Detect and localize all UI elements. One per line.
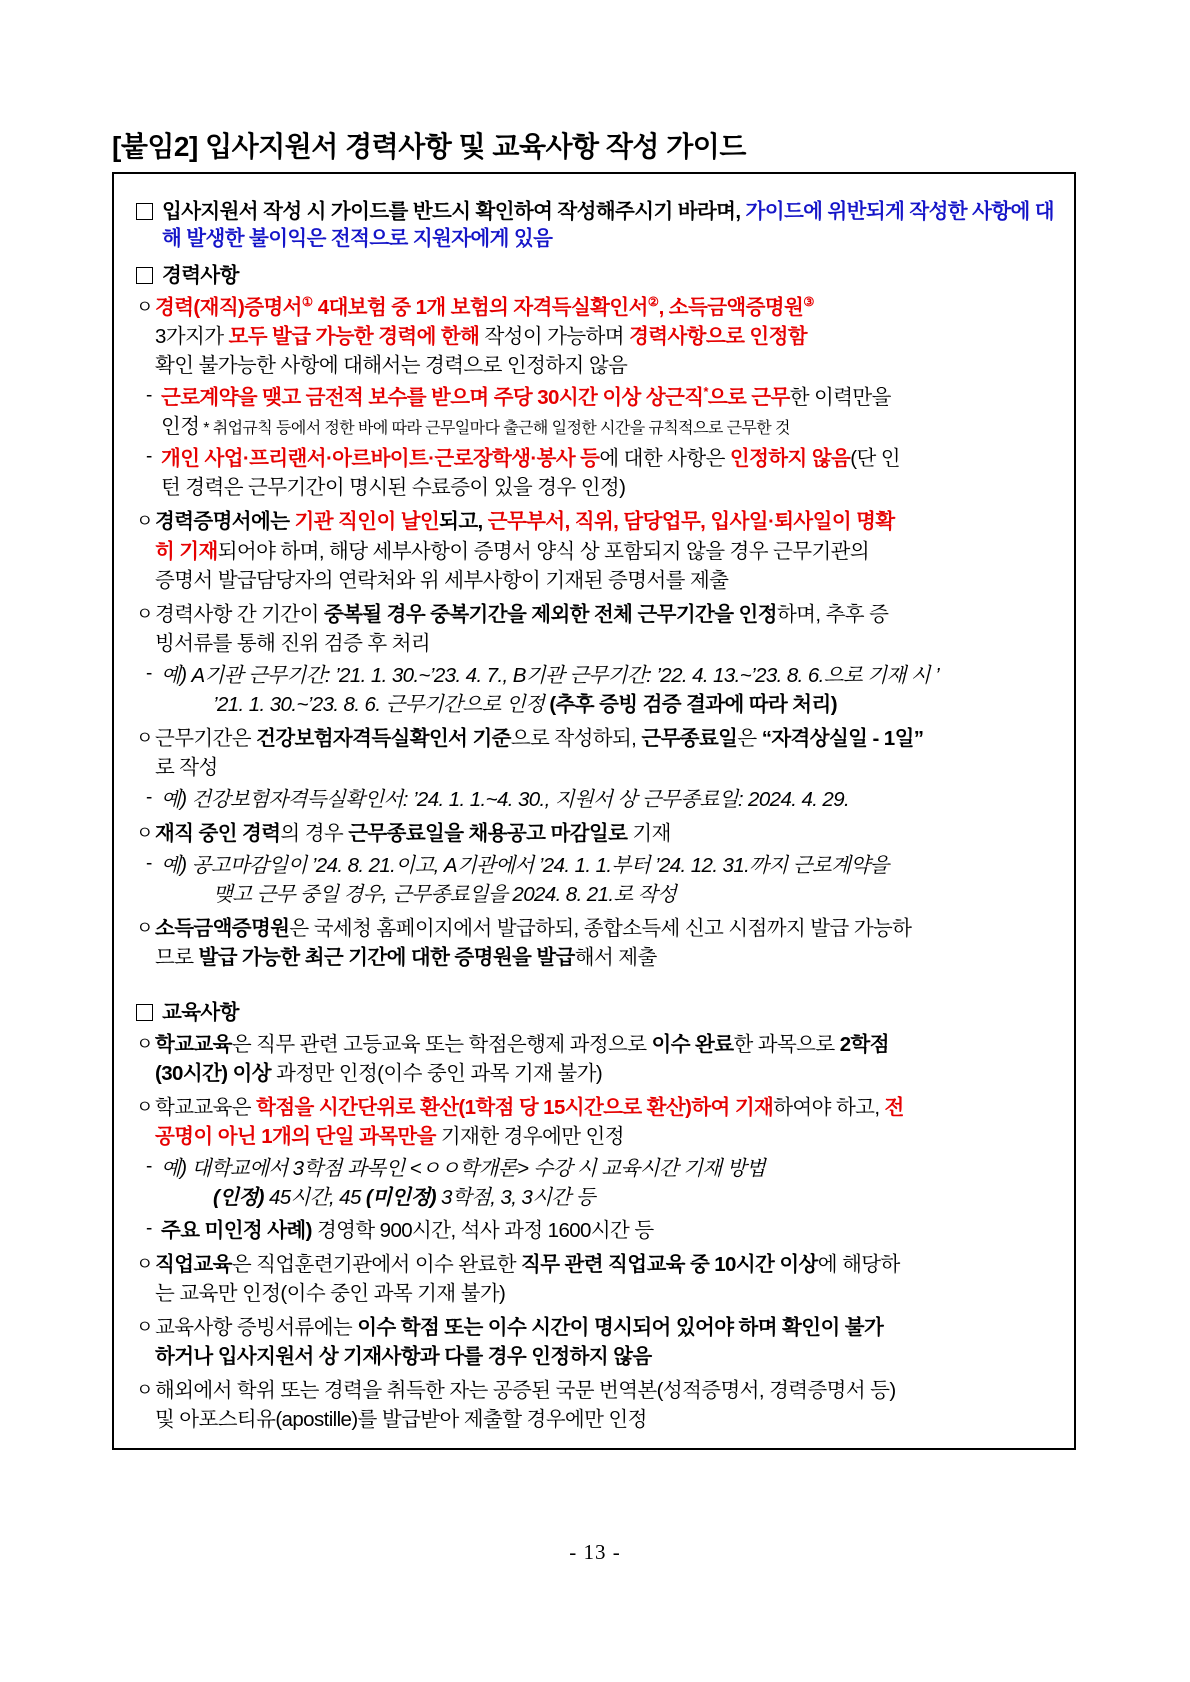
- sub-bullet-item: [136, 852, 1060, 910]
- text-run: 2학점: [839, 1033, 889, 1057]
- text-run: 은 직무 관련 고등교육 또는 학점은행제 과정으로: [231, 1033, 652, 1057]
- text-run: 으로 작성하되,: [510, 726, 642, 750]
- text-run: 45시간, 45: [263, 1186, 366, 1210]
- text-run: (단 인: [850, 447, 900, 471]
- text-run: 전: [884, 1096, 904, 1120]
- text-run: 에 대한 사항은: [599, 447, 730, 471]
- text-run: 맺고 근무 중일 경우, 근무종료일을 2024. 8. 21.로 작성: [213, 883, 677, 907]
- text-run: 예) 건강보험자격득실확인서: ’24. 1. 1.~4. 30., 지원서 상 근무종료일: 2024. 4. 29.: [161, 787, 850, 811]
- checkbox-icon: [136, 267, 153, 284]
- circle-bullet-icon: ㅇ: [136, 297, 153, 318]
- bullet-item: [136, 820, 1060, 849]
- text-run: 모두 발급 가능한 경력에 한해: [228, 325, 480, 349]
- text-line: [161, 384, 1060, 411]
- text-run: 인정하지 않음: [729, 447, 851, 471]
- career-heading: 경력사항: [162, 264, 239, 288]
- bullet-item: [136, 601, 1060, 659]
- sub-bullet-item: [136, 662, 1060, 720]
- bullet-item-text: [155, 1094, 1060, 1152]
- text-line: [155, 1406, 1060, 1433]
- bullet-item-text: [155, 601, 1060, 659]
- text-run: 증명서 발급담당자의 연락처와 위 세부사항이 기재된 증명서를 제출: [155, 568, 729, 592]
- text-run: 기재: [627, 821, 671, 845]
- guide-box: [112, 172, 1076, 1450]
- bullet-item-text: [155, 508, 1060, 595]
- text-line: [155, 1377, 1060, 1404]
- text-run: 에 해당하: [817, 1252, 900, 1276]
- bullet-item: [136, 725, 1060, 783]
- text-run: 근로계약을 맺고 금전적 보수를 받으며 주당 30시간 이상 상근직: [161, 386, 704, 410]
- text-run: 은 국세청 홈페이지에서 발급하되, 종합소득세 신고 시점까지 발급 가능하: [289, 917, 912, 941]
- text-line: [155, 944, 1060, 971]
- circle-bullet-icon: ㅇ: [136, 1379, 153, 1400]
- page-number: - 13 -: [569, 1540, 621, 1564]
- text-run: 빙서류를 통해 진위 검증 후 처리: [155, 631, 431, 655]
- text-run: ①: [301, 294, 313, 310]
- bullet-item-text: [155, 1031, 1060, 1089]
- text-run: 의 경우: [280, 821, 349, 845]
- intro-label: 입사지원서 작성 시 가이드를 반드시 확인하여 작성해주시기 바라며,: [162, 200, 746, 223]
- text-run: 작성이 가능하며: [479, 325, 630, 349]
- text-line: [155, 1060, 1060, 1087]
- text-line: [155, 1343, 1060, 1370]
- text-run: * 취업규칙 등에서 정한 바에 따라 근무일마다 출근해 일정한 시간을 규칙적으로 근무한 것: [199, 420, 790, 438]
- text-run: (인정): [213, 1186, 264, 1210]
- section-divider: [136, 973, 1060, 989]
- text-line: [161, 852, 1060, 879]
- text-line: [155, 915, 1060, 942]
- text-line: [155, 820, 1060, 847]
- text-line: [155, 1094, 1060, 1121]
- text-line: [155, 294, 1060, 321]
- text-run: 되고,: [439, 510, 488, 534]
- text-run: 과정만 인정(이수 중인 과목 기재 불가): [270, 1062, 603, 1086]
- text-run: 한 과목으로: [733, 1033, 840, 1057]
- bullet-item: [136, 1251, 1060, 1309]
- text-run: 므로: [155, 946, 199, 970]
- text-run: 이수 학점 또는 이수 시간이 명시되어 있어야 하며 확인이 불가: [357, 1315, 884, 1339]
- text-line: [155, 1251, 1060, 1278]
- text-run: 예) 대학교에서 3학점 과목인 <ㅇㅇ학개론> 수강 시 교육시간 기재 방법: [161, 1157, 766, 1181]
- text-line: [155, 725, 1060, 752]
- text-line: [161, 662, 1060, 689]
- bullet-item: [136, 1031, 1060, 1089]
- text-run: , 소득금액증명원: [658, 296, 804, 320]
- bullet-item-text: [155, 1377, 1060, 1435]
- sub-bullet-text: [161, 384, 1060, 442]
- text-run: 3학점, 3, 3시간 등: [435, 1186, 595, 1210]
- text-run: 4대보험 중 1개 보험의 자격득실확인서: [312, 296, 648, 320]
- intro-checkbox-row: [136, 198, 1060, 252]
- text-line: [155, 754, 1060, 781]
- text-run: 건강보험자격득실확인서 기준: [256, 726, 511, 750]
- text-run: 하여야 하고,: [773, 1096, 885, 1120]
- text-run: 경력사항 간 기간이: [155, 602, 324, 626]
- text-line: [161, 445, 1060, 472]
- text-line: [155, 1314, 1060, 1341]
- bullet-item-text: [155, 1314, 1060, 1372]
- circle-bullet-icon: ㅇ: [136, 1097, 153, 1118]
- sub-bullet-item: [136, 1217, 1060, 1246]
- circle-bullet-icon: ㅇ: [136, 511, 153, 532]
- text-line: [155, 567, 1060, 594]
- text-line: [155, 538, 1060, 565]
- bullet-item: [136, 1094, 1060, 1152]
- text-run: ②: [647, 294, 659, 310]
- text-line: [155, 508, 1060, 535]
- text-run: 및 아포스티유(apostille)를 발급받아 제출할 경우에만 인정: [155, 1407, 647, 1431]
- circle-bullet-icon: ㅇ: [136, 918, 153, 939]
- text-line: [161, 413, 1060, 440]
- bullet-item-text: [155, 294, 1060, 381]
- text-run: 확인 불가능한 사항에 대해서는 경력으로 인정하지 않음: [155, 354, 628, 378]
- text-run: “자격상실일 - 1일”: [761, 726, 924, 750]
- text-run: 근무기간은: [155, 726, 257, 750]
- text-run: 해서 제출: [574, 946, 657, 970]
- text-run: 은 직업훈련기관에서 이수 완료한: [231, 1252, 522, 1276]
- bullet-item: [136, 915, 1060, 973]
- text-run: 근무종료일을 채용공고 마감일로: [348, 821, 628, 845]
- page-title: [붙임2] 입사지원서 경력사항 및 교육사항 작성 가이드: [112, 131, 746, 162]
- text-run: 턴 경력은 근무기간이 명시된 수료증이 있을 경우 인정): [161, 476, 626, 500]
- text-line: [161, 474, 1060, 501]
- bullet-item-text: [155, 1251, 1060, 1309]
- text-run: 기재한 경우에만 인정: [435, 1125, 624, 1149]
- text-run: 경력(재직)증명서: [155, 296, 302, 320]
- text-run: 발급 가능한 최근 기간에 대한 증명원을 발급: [198, 946, 575, 970]
- sub-bullet-item: [136, 786, 1060, 815]
- text-run: 직무 관련 직업교육 중 10시간 이상: [521, 1252, 818, 1276]
- text-run: 근무부서, 직위, 담당업무, 입사일·퇴사일이 명확: [487, 510, 895, 534]
- circle-bullet-icon: ㅇ: [136, 1316, 153, 1337]
- text-run: 기관 직인이 날인: [294, 510, 440, 534]
- text-run: 교육사항 증빙서류에는: [155, 1315, 358, 1339]
- text-run: 예) 공고마감일이 ’24. 8. 21.이고, A기관에서 ’24. 1. 1.부터 ’24. 12. 31.까지 근로계약을: [161, 853, 889, 877]
- text-run: 경력증명서에는: [155, 510, 295, 534]
- text-line: [161, 1217, 1060, 1244]
- text-run: 하거나 입사지원서 상 기재사항과 다를 경우 인정하지 않음: [155, 1344, 652, 1368]
- circle-bullet-icon: ㅇ: [136, 603, 153, 624]
- dash-bullet-icon: -: [146, 385, 152, 407]
- text-line: [161, 881, 1060, 908]
- bullet-item: [136, 508, 1060, 595]
- text-line: [155, 1031, 1060, 1058]
- text-run: 경력사항으로 인정함: [629, 325, 807, 349]
- text-line: [155, 630, 1060, 657]
- sub-bullet-text: [161, 1217, 1060, 1246]
- text-line: [161, 786, 1060, 813]
- circle-bullet-icon: ㅇ: [136, 727, 153, 748]
- sub-bullet-item: [136, 384, 1060, 442]
- career-item-list: [136, 294, 1060, 973]
- bullet-item-text: [155, 820, 1060, 849]
- text-run: 개인 사업·프리랜서·아르바이트·근로장학생·봉사 등: [161, 447, 600, 471]
- text-run: 로 작성: [155, 755, 218, 779]
- dash-bullet-icon: -: [146, 1217, 152, 1239]
- intro-highlight: 가이드에 위반되게 작성한 사항에 대해 발생한 불이익은 전적으로 지원자에게 있음: [162, 200, 1054, 251]
- education-heading-row: [136, 999, 1060, 1026]
- career-heading-row: [136, 262, 1060, 289]
- sub-bullet-text: [161, 786, 1060, 815]
- checkbox-icon: [136, 1004, 153, 1021]
- dash-bullet-icon: -: [146, 446, 152, 468]
- text-line: [161, 1155, 1060, 1182]
- sub-bullet-item: [136, 1155, 1060, 1213]
- bullet-item-text: [155, 725, 1060, 783]
- text-run: 소득금액증명원: [155, 917, 290, 941]
- dash-bullet-icon: -: [146, 786, 152, 808]
- text-run: ’21. 1. 30.~’23. 8. 6. 근무기간으로 인정: [213, 692, 545, 716]
- text-run: 인정: [161, 415, 200, 439]
- text-run: 중복될 경우 중복기간을 제외한 전체 근무기간을 인정: [323, 602, 777, 626]
- text-line: [155, 1280, 1060, 1307]
- education-heading: 교육사항: [162, 1001, 239, 1025]
- bullet-item: [136, 1377, 1060, 1435]
- sub-bullet-text: [161, 852, 1060, 910]
- text-run: 경영학 900시간, 석사 과정 1600시간 등: [311, 1218, 654, 1242]
- text-run: (미인정): [365, 1186, 436, 1210]
- text-run: (추후 증빙 검증 결과에 따라 처리): [544, 692, 837, 716]
- text-run: 되어야 하며, 해당 세부사항이 증명서 양식 상 포함되지 않을 경우 근무기관의: [217, 539, 870, 563]
- text-run: 예) A기관 근무기간: ’21. 1. 30.~’23. 4. 7., B기관 근무기간: ’22. 4. 13.~’23. 8. 6.으로 기재 시 ’: [161, 663, 940, 687]
- text-line: [161, 691, 1060, 718]
- dash-bullet-icon: -: [146, 662, 152, 684]
- sub-bullet-item: [136, 445, 1060, 503]
- bullet-item: [136, 1314, 1060, 1372]
- text-run: 학교교육은: [155, 1096, 257, 1120]
- text-run: 학점을 시간단위로 환산(1학점 당 15시간으로 환산)하여 기재: [256, 1096, 774, 1120]
- circle-bullet-icon: ㅇ: [136, 1253, 153, 1274]
- bullet-item: [136, 294, 1060, 381]
- text-line: [155, 1123, 1060, 1150]
- checkbox-icon: [136, 203, 153, 220]
- text-run: 는 교육만 인정(이수 중인 과목 기재 불가): [155, 1281, 506, 1305]
- text-run: 은: [737, 726, 762, 750]
- text-run: 히 기재: [155, 539, 218, 563]
- text-line: [161, 1184, 1060, 1211]
- text-line: [155, 352, 1060, 379]
- text-run: 3가지가: [155, 325, 229, 349]
- bullet-item-text: [155, 915, 1060, 973]
- text-run: ③: [803, 294, 815, 310]
- text-run: 근무종료일: [641, 726, 738, 750]
- text-run: 재직 중인 경력: [155, 821, 281, 845]
- sub-bullet-text: [161, 445, 1060, 503]
- text-run: 직업교육: [155, 1252, 232, 1276]
- dash-bullet-icon: -: [146, 852, 152, 874]
- intro-text: [162, 198, 1060, 252]
- text-line: [155, 601, 1060, 628]
- text-run: 주요 미인정 사례): [161, 1218, 312, 1242]
- circle-bullet-icon: ㅇ: [136, 822, 153, 843]
- circle-bullet-icon: ㅇ: [136, 1034, 153, 1055]
- text-run: 하며, 추후 증: [776, 602, 889, 626]
- guide-content: [114, 174, 1074, 1435]
- text-run: 한 이력만을: [789, 386, 891, 410]
- text-run: (30시간) 이상: [155, 1062, 271, 1086]
- text-run: 학교교육: [155, 1033, 232, 1057]
- text-run: 이수 완료: [651, 1033, 734, 1057]
- sub-bullet-text: [161, 662, 1060, 720]
- text-run: 으로 근무: [707, 386, 790, 410]
- text-run: 해외에서 학위 또는 경력을 취득한 자는 공증된 국문 번역본(성적증명서, 경력증명서 등): [155, 1378, 896, 1402]
- education-item-list: [136, 1031, 1060, 1435]
- text-line: [155, 323, 1060, 350]
- text-run: 공명이 아닌 1개의 단일 과목만을: [155, 1125, 436, 1149]
- dash-bullet-icon: -: [146, 1156, 152, 1178]
- sub-bullet-text: [161, 1155, 1060, 1213]
- text-run: *: [703, 384, 708, 400]
